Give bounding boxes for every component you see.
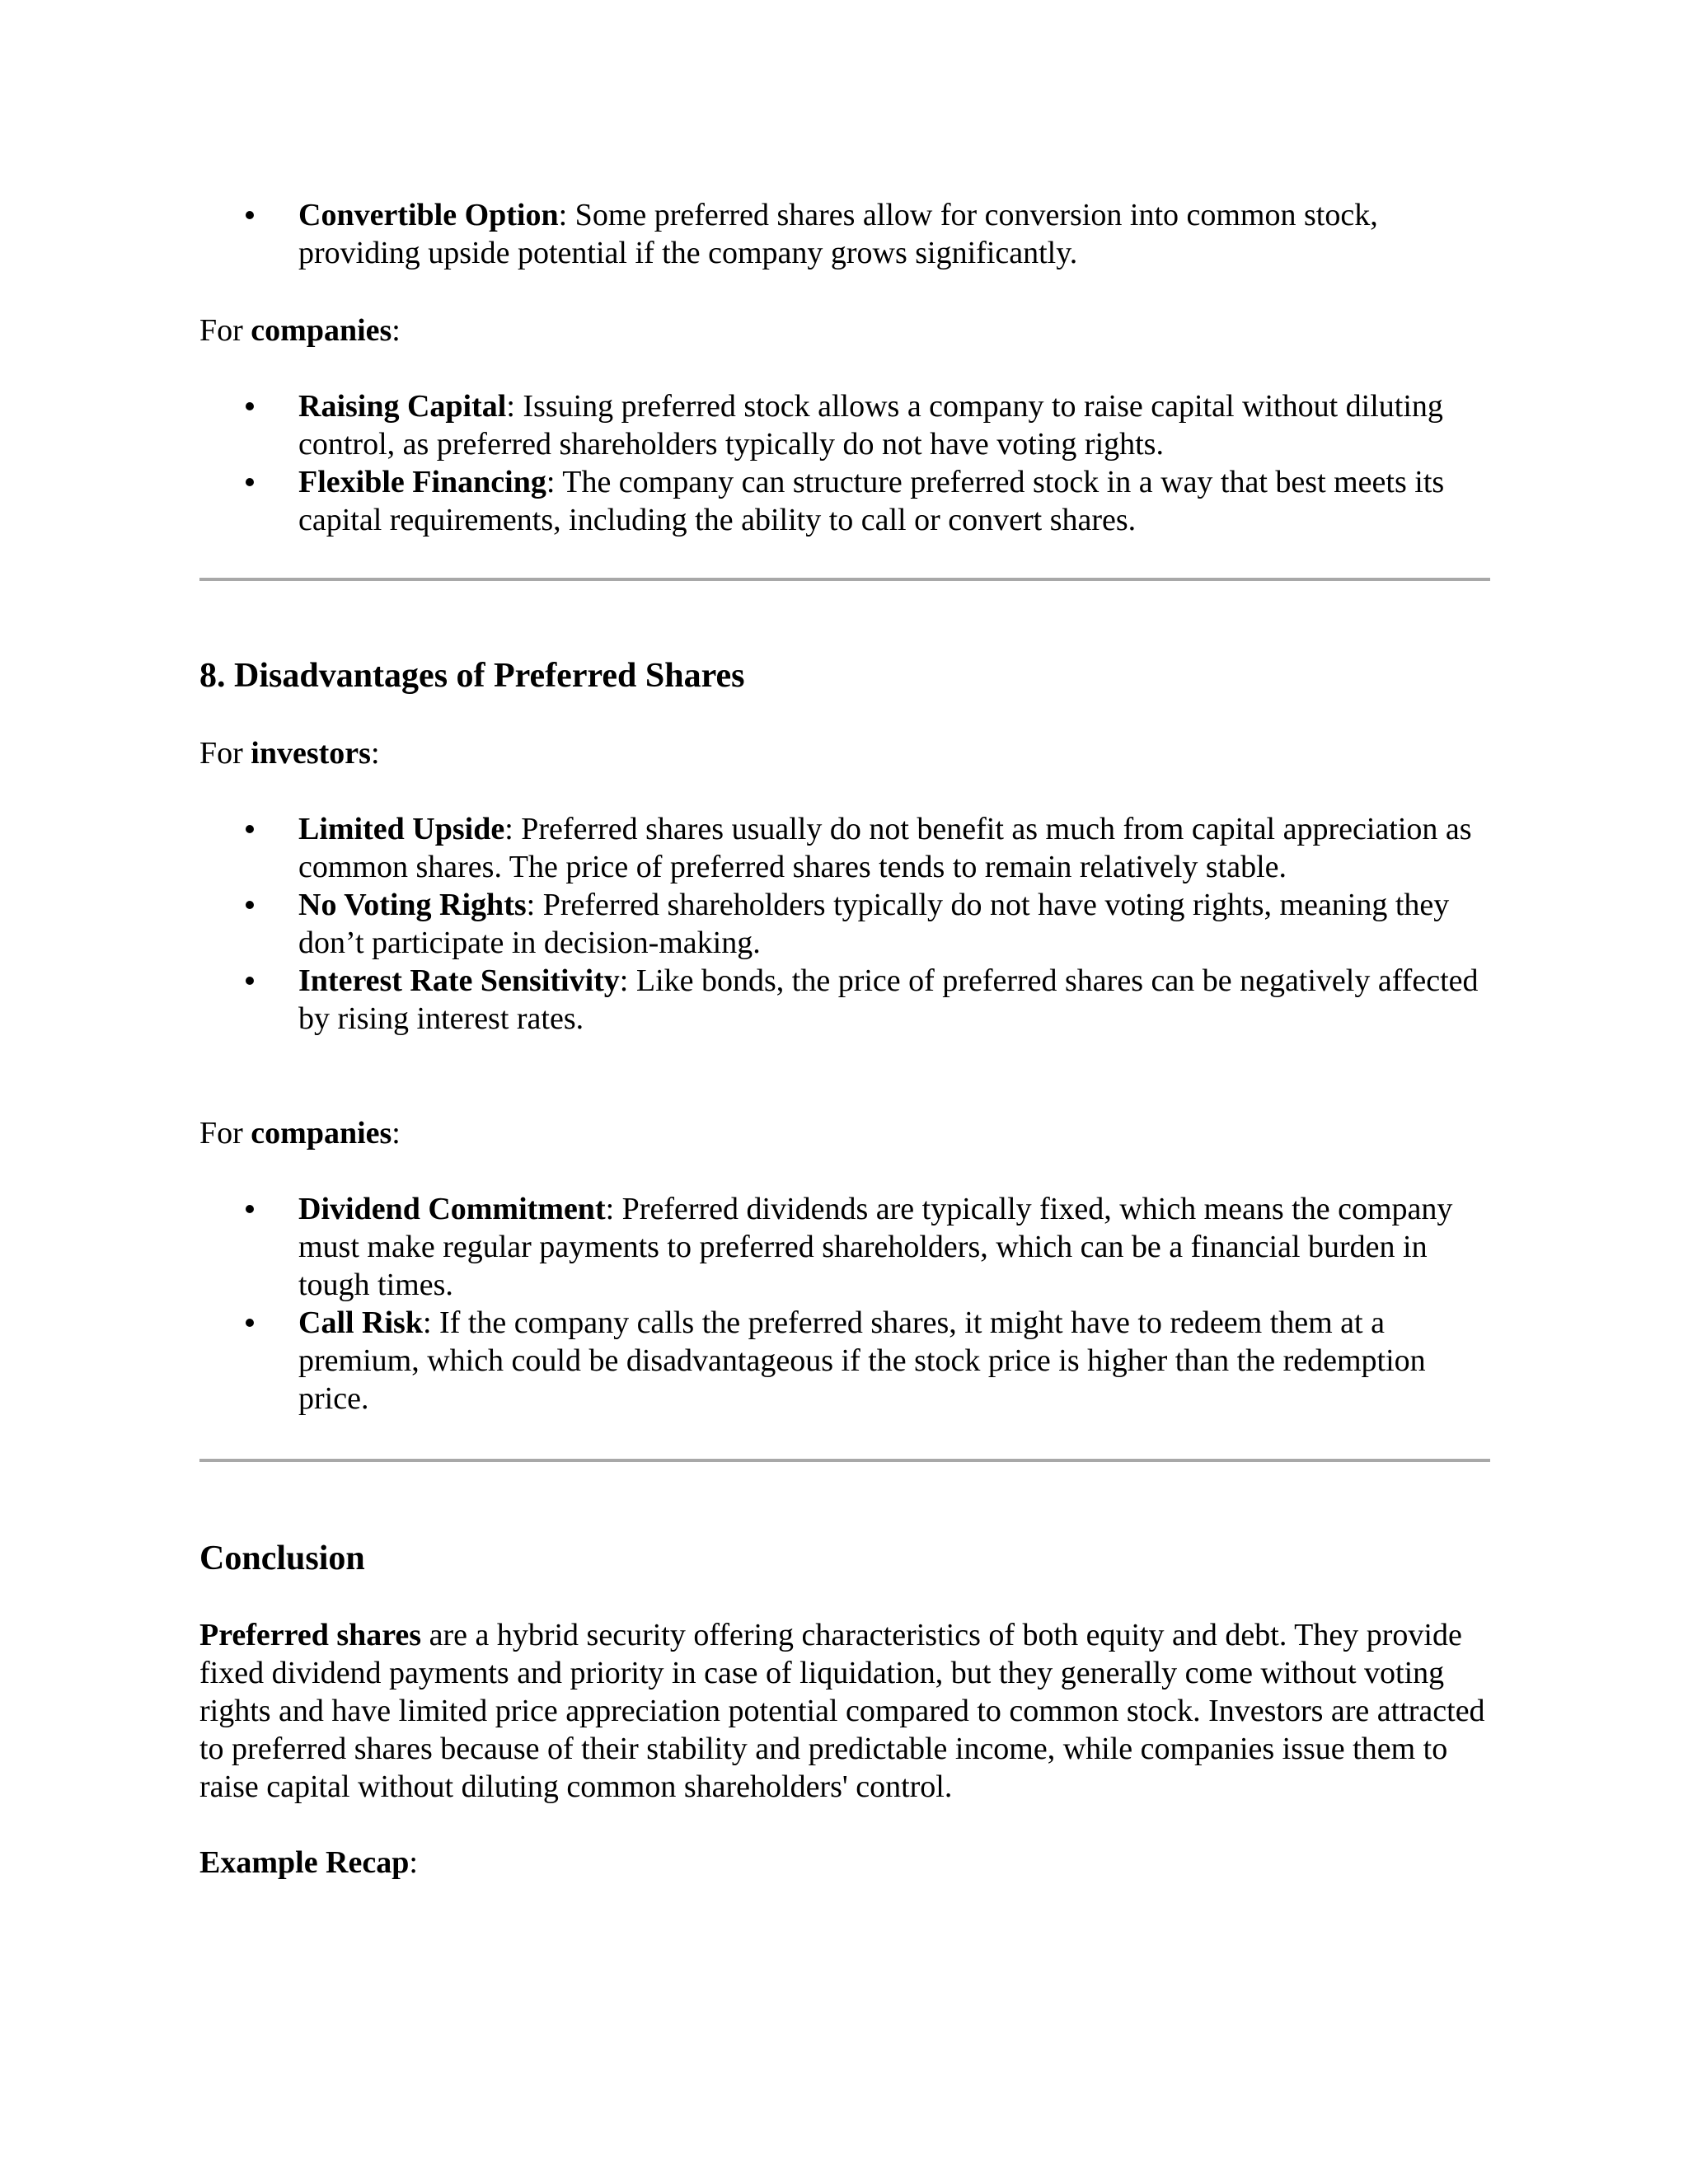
list-item <box>199 463 1502 539</box>
conclusion-heading: Conclusion <box>199 1540 365 1577</box>
list-item-term: Call Risk <box>298 1305 423 1340</box>
section-divider <box>199 578 1490 581</box>
list-item <box>199 810 1502 886</box>
advantages-companies-list <box>199 387 1502 539</box>
section-divider <box>199 1459 1490 1462</box>
for-companies-label: For companies: <box>199 1116 401 1151</box>
for-investors-label: For investors: <box>199 736 380 771</box>
list-item <box>199 1304 1502 1418</box>
advantages-investors-list <box>199 196 1502 272</box>
list-item-term: Limited Upside <box>298 812 505 846</box>
for-companies-label: For companies: <box>199 313 401 348</box>
list-item-term: No Voting Rights <box>298 888 527 922</box>
section-heading: 8. Disadvantages of Preferred Shares <box>199 657 745 695</box>
disadvantages-investors-list <box>199 810 1502 1038</box>
list-item <box>199 196 1502 272</box>
list-item <box>199 1190 1502 1304</box>
list-item-term: Dividend Commitment <box>298 1192 606 1226</box>
list-item-text: : Preferred dividends are typically fixed, which means the company must make regular payments to preferred shareholders, which can be a financial burden in tough times. <box>298 1192 1453 1302</box>
list-item-text: : Issuing preferred stock allows a company to raise capital without diluting control, as preferred shareholders typically do not have voting rights. <box>298 389 1443 462</box>
list-item-text: : The company can structure preferred stock in a way that best meets its capital requirements, including the ability to call or convert shares. <box>298 465 1445 537</box>
list-item <box>199 886 1502 962</box>
list-item-text: : If the company calls the preferred shares, it might have to redeem them at a premium, which could be disadvantageous if the stock price is higher than the redemption price. <box>298 1305 1426 1416</box>
list-item-term: Raising Capital <box>298 389 507 424</box>
disadvantages-companies-list <box>199 1190 1502 1418</box>
list-item <box>199 387 1502 463</box>
list-item-text: : Like bonds, the price of preferred shares can be negatively affected by rising interest rates. <box>298 963 1479 1036</box>
list-item-text: : Some preferred shares allow for conversion into common stock, providing upside potential if the company grows significantly. <box>298 198 1378 270</box>
list-item-term: Interest Rate Sensitivity <box>298 963 620 998</box>
list-item-text: : Preferred shares usually do not benefit as much from capital appreciation as common shares. The price of preferred shares tends to remain relatively stable. <box>298 812 1472 884</box>
list-item <box>199 962 1502 1038</box>
list-item-term: Flexible Financing <box>298 465 546 499</box>
list-item-term: Convertible Option <box>298 198 559 232</box>
list-item-text: : Preferred shareholders typically do not have voting rights, meaning they don’t participate in decision-making. <box>298 888 1450 960</box>
conclusion-paragraph: Preferred shares are a hybrid security offering characteristics of both equity and debt. They provide fixed dividend payments and priority in case of liquidation, but they generally come without voting rights and have limited price appreciation potential compared to common stock. Investors are attracted to preferred shares because of their stability and predictable income, while companies issue them to raise capital without diluting common shareholders' control. <box>199 1618 1485 1804</box>
example-recap-label: Example Recap: <box>199 1845 418 1880</box>
